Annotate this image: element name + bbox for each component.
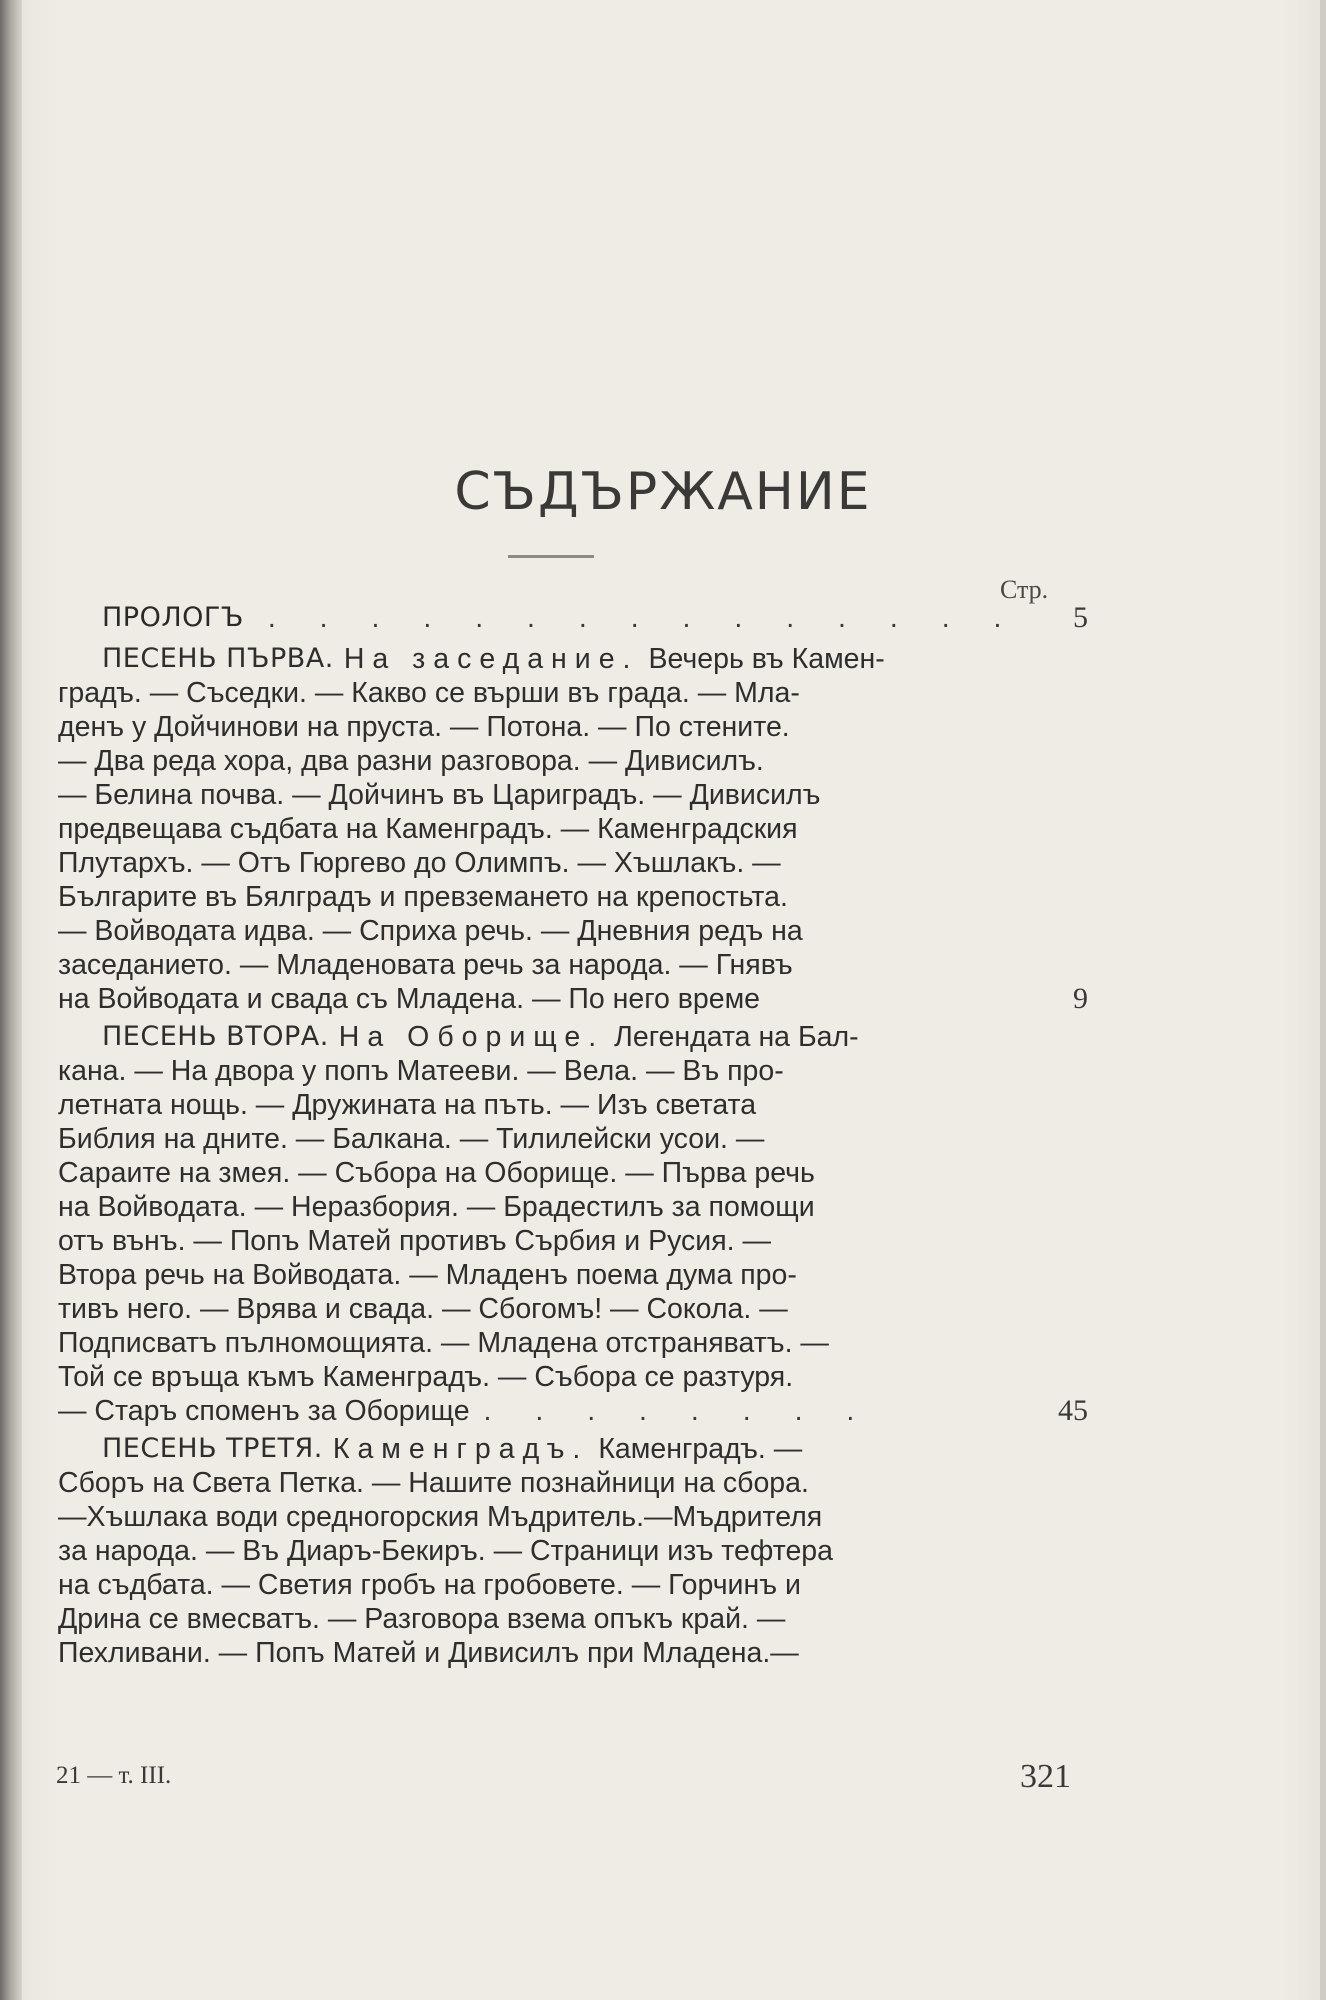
song-2-line: Втора речь на Войводата. — Младенъ поема дума про- bbox=[58, 1259, 797, 1291]
page-title: СЪДЪРЖАНИЕ bbox=[454, 462, 872, 522]
song-1-line: денъ у Дойчинови на пруста. — Потона. — По стените. bbox=[58, 711, 790, 743]
toc-entry-song-2 bbox=[58, 1020, 1088, 1428]
song-2-line: отъ вънъ. — Попъ Матей противъ Сърбия и Русия. — bbox=[58, 1225, 771, 1257]
song-3-line: Каменградъ. — bbox=[598, 1433, 803, 1465]
song-1-line: — Два реда хора, два разни разговора. — Дивисилъ. bbox=[58, 745, 764, 777]
song-2-line: на Войводата. — Неразбория. — Брадестилъ за помощи bbox=[58, 1191, 815, 1223]
song-2-line: летната нощь. — Дружината на пъть. — Изъ светата bbox=[58, 1089, 757, 1121]
song-3-subtitle: Каменградъ. bbox=[332, 1433, 589, 1465]
song-1-line: — Белина почва. — Дойчинъ въ Цариградъ. — Дивисилъ bbox=[58, 779, 821, 811]
song-2-line: Библия на дните. — Балкана. — Тилилейски усои. — bbox=[58, 1123, 765, 1155]
song-2-line: Сараите на змея. — Събора на Оборище. — Първа речь bbox=[58, 1157, 815, 1189]
song-2-line: Подписватъ пълномощията. — Младена отстраняватъ. — bbox=[58, 1327, 829, 1359]
song-1-subtitle: На заседание. bbox=[343, 643, 639, 675]
song-3-line: —Хъшлака води средногорския Мъдритель.—Мъдрителя bbox=[58, 1501, 823, 1533]
printer-signature: 21 — т. III. bbox=[56, 1762, 172, 1789]
song-2-line: тивъ него. — Врява и свада. — Сбогомъ! — Сокола. — bbox=[58, 1293, 788, 1325]
song-2-line: кана. — На двора у попъ Матееви. — Вела. — Въ про- bbox=[58, 1055, 784, 1087]
song-1-page-number: 9 bbox=[1073, 982, 1088, 1015]
song-2-dot-leader: . . . . . . . . bbox=[483, 1395, 873, 1427]
song-2-page-number: 45 bbox=[1058, 1394, 1088, 1427]
song-3-line: Сборъ на Света Петка. — Нашите познайници на сбора. bbox=[58, 1467, 809, 1499]
song-2-line: Легендата на Бал- bbox=[614, 1021, 859, 1053]
song-1-line: предвещава съдбата на Каменградъ. — Каменградския bbox=[58, 813, 798, 845]
song-3-line: Пехливани. — Попъ Матей и Дивисилъ при Младена.— bbox=[58, 1637, 799, 1669]
song-2-heading: ПЕСЕНЬ ВТОРА. bbox=[102, 1021, 329, 1052]
page-column-label: Стр. bbox=[1000, 575, 1049, 604]
song-1-line: заседанието. — Младеновата речь за народа. — Гнявъ bbox=[58, 949, 793, 981]
toc-entry-song-1 bbox=[58, 642, 1088, 1016]
title-divider bbox=[508, 555, 594, 558]
song-1-line: Вечерь въ Камен- bbox=[648, 643, 885, 675]
table-of-contents bbox=[58, 600, 1088, 1670]
song-1-line: градъ. — Съседки. — Какво се върши въ града. — Мла- bbox=[58, 677, 800, 709]
prolog-label: ПРОЛОГЪ bbox=[102, 602, 244, 633]
page-binding-shadow bbox=[0, 0, 22, 2000]
song-2-line: Той се връща къмъ Каменградъ. — Събора се разтуря. bbox=[58, 1361, 794, 1393]
song-1-line: Българите въ Бялградъ и превземането на крепостьта. bbox=[58, 881, 788, 913]
song-1-line: на Войводата и свада съ Младена. — По него време bbox=[58, 983, 761, 1015]
song-3-line: на съдбата. — Светия гробъ на гробовете. — Горчинъ и bbox=[58, 1569, 801, 1601]
song-2-line: — Старъ споменъ за Оборище bbox=[58, 1395, 470, 1427]
song-1-line: — Войводата идва. — Сприха речь. — Дневния редъ на bbox=[58, 915, 803, 947]
song-3-line: за народа. — Въ Диаръ-Бекиръ. — Страници изъ тефтера bbox=[58, 1535, 833, 1567]
song-1-heading: ПЕСЕНЬ ПЪРВА. bbox=[102, 643, 334, 674]
song-1-line: Плутархъ. — Отъ Гюргево до Олимпъ. — Хъшлакъ. — bbox=[58, 847, 781, 879]
prolog-page-number: 5 bbox=[1073, 601, 1088, 634]
toc-entry-song-3 bbox=[58, 1432, 1088, 1670]
page-edge bbox=[1320, 0, 1326, 2000]
prolog-dot-leader: . . . . . . . . . . . . . . . bbox=[267, 602, 1020, 634]
song-3-line: Дрина се вмесватъ. — Разговора взема опъкъ край. — bbox=[58, 1603, 786, 1635]
toc-entry-prolog bbox=[58, 600, 1088, 636]
song-2-subtitle: На Оборище. bbox=[338, 1021, 605, 1053]
song-3-heading: ПЕСЕНЬ ТРЕТЯ. bbox=[102, 1433, 323, 1464]
page-number: 321 bbox=[1020, 1758, 1071, 1795]
